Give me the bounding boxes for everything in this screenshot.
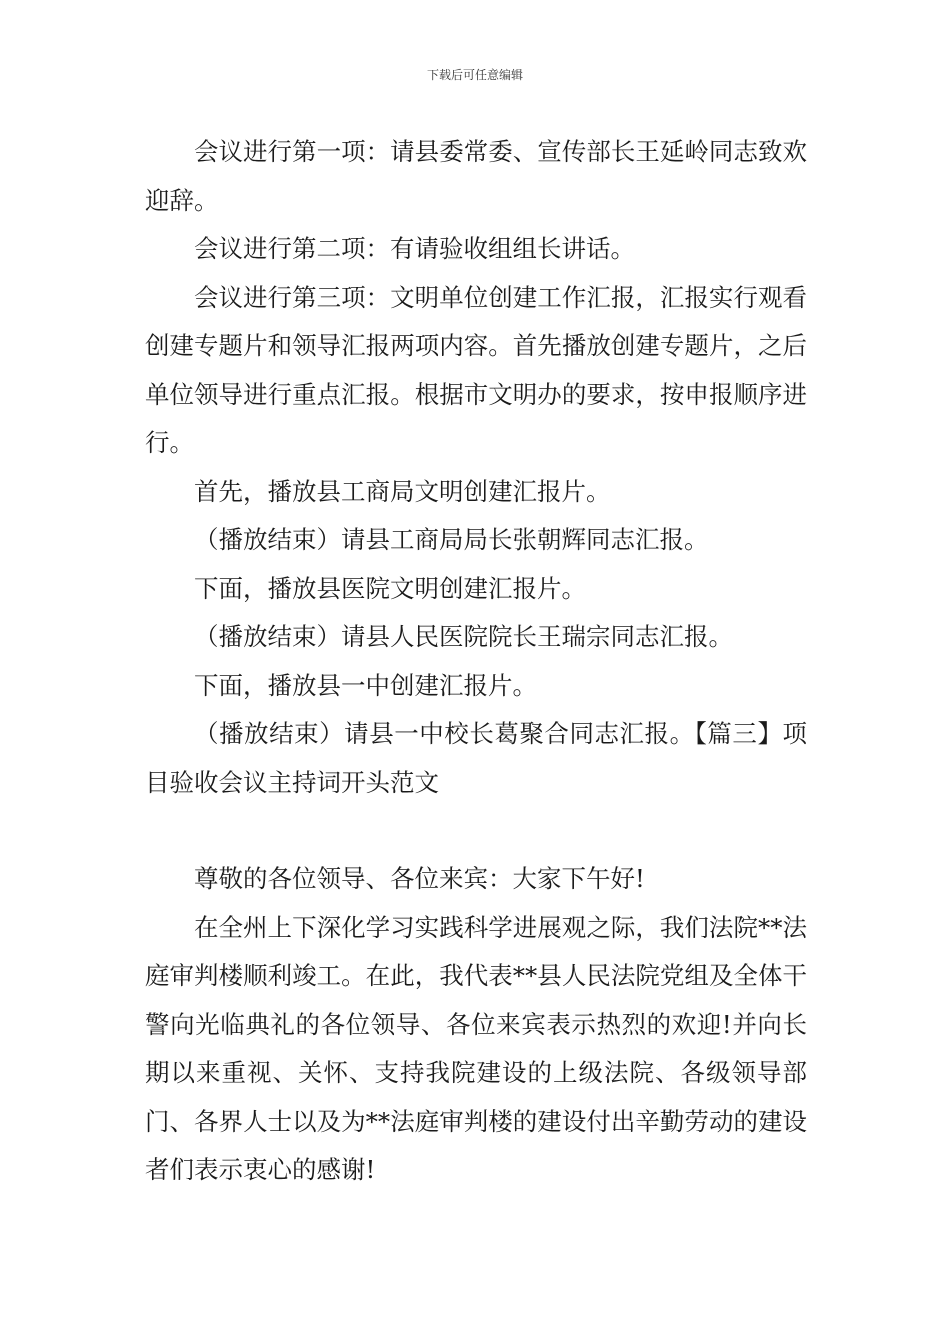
paragraph-5: （播放结束）请县工商局局长张朝辉同志汇报。 (194, 525, 709, 554)
paragraph-3: 会议进行第三项：文明单位创建工作汇报，汇报实行观看创建专题片和领导汇报两项内容。首先播放创建专题片，之后单位领导进行重点汇报。根据市文明办的要求，按申报顺序进行。 (145, 282, 807, 457)
paragraph-8: 下面，播放县一中创建汇报片。 (194, 670, 537, 700)
paragraph-6: 下面，播放县医院文明创建汇报片。 (194, 573, 586, 603)
paragraph-11: 在全州上下深化学习实践科学进展观之际，我们法院**法庭审判楼顺利竣工。在此，我代表**县人民法院党组及全体干警向光临典礼的各位领导、各位来宾表示热烈的欢迎!并向长期以来重视、关怀、支持我院建设的上级法院、各级领导部门、各界人士以及为**法庭审判楼的建设付出辛勤劳动的建设者们表示衷心的感谢! (145, 912, 807, 1184)
paragraph-1: 会议进行第一项：请县委常委、宣传部长王延岭同志致欢迎辞。 (145, 137, 807, 215)
paragraph-10: 尊敬的各位领导、各位来宾：大家下午好! (194, 864, 645, 893)
paragraph-7: （播放结束）请县人民医院院长王瑞宗同志汇报。 (194, 622, 733, 651)
paragraph-2: 会议进行第二项：有请验收组组长讲话。 (194, 234, 635, 263)
blank-line (145, 807, 807, 855)
paragraph-9: （播放结束）请县一中校长葛聚合同志汇报。【篇三】项目验收会议主持词开头范文 (145, 719, 807, 797)
document-body (145, 128, 807, 1195)
paragraph-4: 首先，播放县工商局文明创建汇报片。 (194, 476, 611, 506)
page-header: 下载后可任意编辑 (426, 68, 523, 82)
